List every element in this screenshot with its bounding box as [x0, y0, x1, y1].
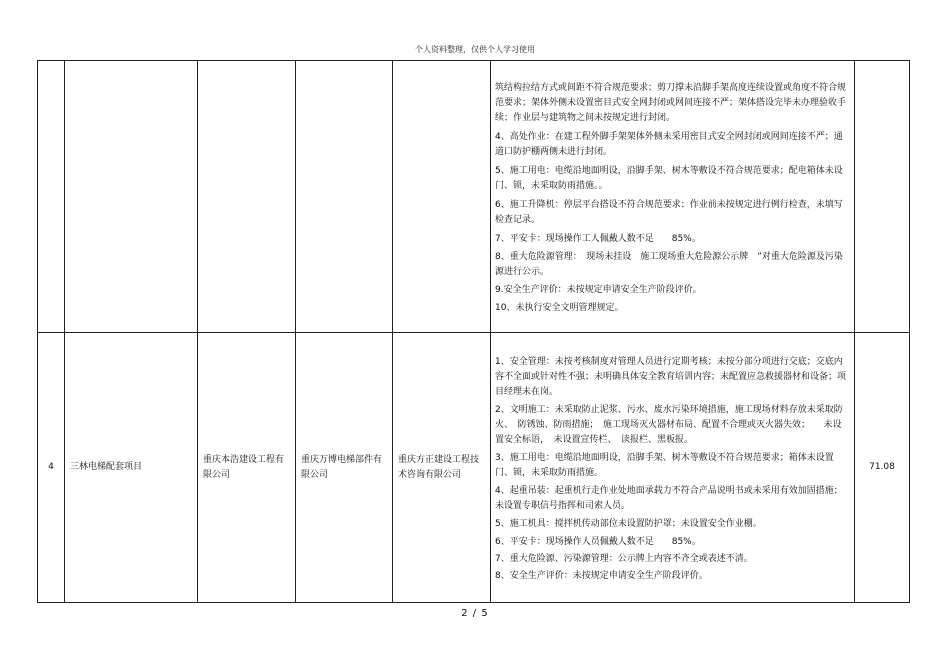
score-cell [855, 61, 910, 333]
table-row [38, 333, 910, 603]
issues-cell [491, 333, 855, 603]
issue-item: 2、文明施工：未采取防止泥浆、污水、废水污染环境措施，施工现场材料存放未采取防火、 防锈蚀、防雨措施； 施工现场灭火器材布局、配置不合理或灭火器失效； 未设置安全标语， 未设置宣传栏、 读报栏、黑板报。 [495, 405, 843, 445]
issue-item: 6、平安卡：现场操作人员佩戴人数不足 85%。 [495, 537, 701, 547]
issue-item: 3、施工用电：电缆沿地面明设，沿脚手架、树木等敷设不符合规范要求；箱体未设置门、锁，未采取防雨措施。 [495, 453, 834, 478]
page-number: 2 / 5 [461, 608, 489, 619]
consultancy-company: 重庆方正建设工程技术咨询有限公司 [393, 333, 491, 603]
issue-item: 筑结构拉结方式或间距不符合规范要求；剪刀撑未沿脚手架高度连续设置或角度不符合规范要求；架体外侧未设置密目式安全网封闭或网间连接不严；架体搭设完毕未办理验收手续；作业层与建筑物之间未按规定进行封闭。 [495, 82, 847, 123]
issue-item: 7、平安卡：现场操作工人佩戴人数不足 85%。 [495, 233, 701, 244]
issue-item: 8、安全生产评价：未按规定申请安全生产阶段评价。 [495, 571, 708, 581]
elevator-company [296, 61, 393, 333]
issue-item: 1、安全管理：未按考核制度对管理人员进行定期考核；未按分部分项进行交底；交底内容不全面或针对性不强；未明确具体安全教育培训内容；未配置应急救援器材和设备；项目经理未在岗。 [495, 357, 847, 397]
issue-item: 9.安全生产评价：未按规定申请安全生产阶段评价。 [495, 284, 702, 295]
issue-item: 6、施工升降机：停层平台搭设不符合规范要求；作业前未按规定进行例行检查，未填写检查记录。 [495, 199, 843, 225]
row-index [38, 61, 65, 333]
project-name [65, 61, 198, 333]
issues-cell [491, 61, 855, 333]
issue-item: 8、重大危险源管理： 现场未挂设 施工现场重大危险源公示牌 ”对重大危险源及污染源进行公示。 [495, 251, 843, 277]
table-row [38, 61, 910, 333]
score-cell: 71.08 [855, 333, 910, 603]
page-header-note: 个人资料整理，仅供个人学习使用 [415, 45, 535, 54]
issue-item: 10、未执行安全文明管理规定。 [495, 302, 624, 313]
inspection-table [37, 60, 910, 603]
construction-company: 重庆本浩建设工程有限公司 [198, 333, 296, 603]
issue-item: 4、高处作业：在建工程外脚手架架体外侧未采用密目式安全网封闭或网间连接不严；通道口防护棚两侧未进行封闭。 [495, 131, 843, 157]
project-name: 三林电梯配套项目 [65, 333, 198, 603]
issue-item: 4、起重吊装：起重机行走作业处地面承载力不符合产品说明书或未采用有效加固措施；未设置专职信号指挥和司索人员。 [495, 486, 843, 511]
elevator-company: 重庆万博电梯部件有限公司 [296, 333, 393, 603]
consultancy-company [393, 61, 491, 333]
construction-company [198, 61, 296, 333]
row-index: 4 [38, 333, 65, 603]
issue-item: 5、施工机具：搅拌机传动部位未设置防护罩；未设置安全作业棚。 [495, 519, 762, 529]
issue-item: 5、施工用电：电缆沿地面明设，沿脚手架、树木等敷设不符合规范要求；配电箱体未设门、锁，未采取防雨措施。。 [495, 165, 843, 191]
issue-item: 7、重大危险源、污染源管理：公示牌上内容不齐全或表述不清。 [495, 554, 753, 564]
